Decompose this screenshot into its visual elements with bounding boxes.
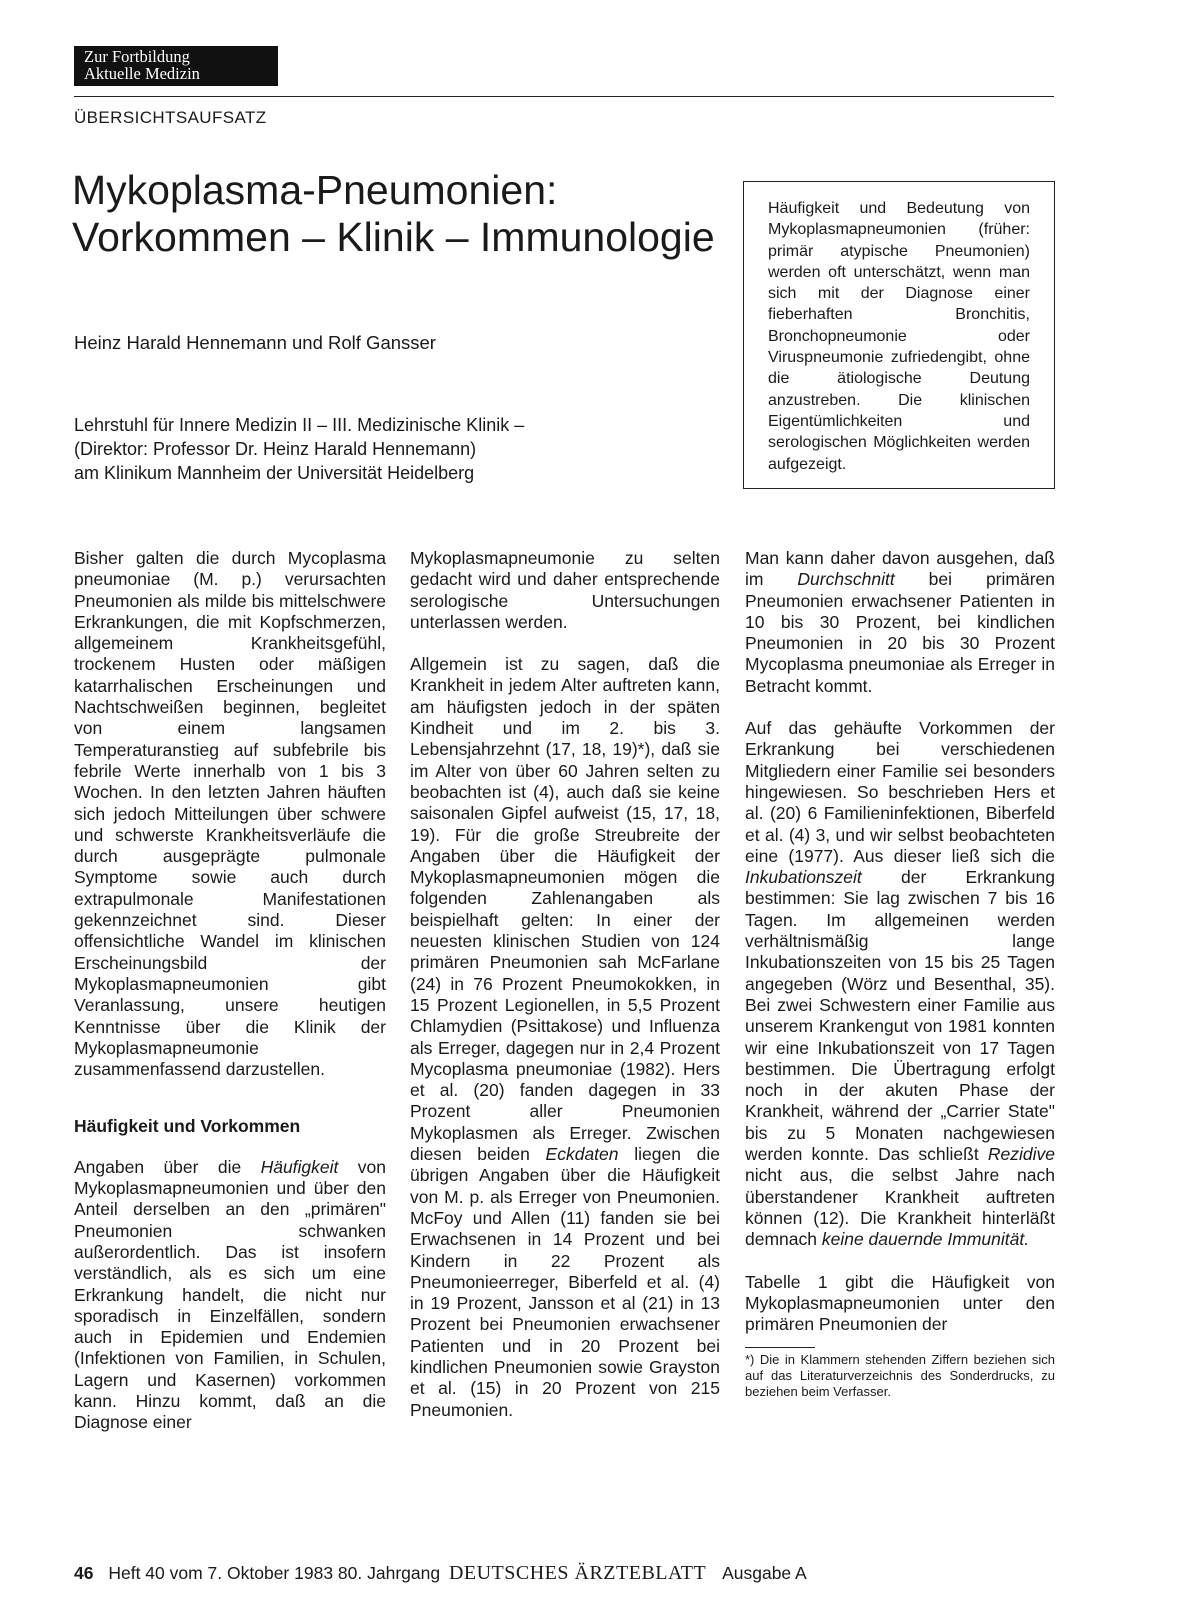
emphasis-durchschnitt: Durchschnitt bbox=[797, 569, 895, 590]
article-title bbox=[72, 167, 752, 261]
abstract-box bbox=[743, 181, 1055, 489]
footnote-rule bbox=[745, 1347, 815, 1348]
intro-paragraph: Bisher galten die durch Mycoplasma pneumoniae (M. p.) verursachten Pneumonien als milde bis mittelschwere Erkrankungen, die mit Kopfschmerzen, allgemeinem Krankheitsgefühl, trockenem Husten oder mäßigen katarrhalischen Erscheinungen und Nachtschweißen beginnen, begleitet von einem langsamen Temperaturanstieg auf subfebrile bis febrile Werte innerhalb von 1 bis 3 Wochen. In den letzten Jahren häuften sich jedoch Mitteilungen über schwere und schwerste Krankheitsverläufe die durch ausgeprägte pulmonale Symptome sowie auch durch extrapulmonale Manifestationen gekennzeichnet sind. Dieser offensichtliche Wandel im klinischen Erscheinungsbild der Mykoplasmapneumonien gibt Veranlassung, unsere heutigen Kenntnisse über die Klinik der Mykoplasmapneumonie zusammenfassend darzustellen. bbox=[74, 548, 386, 1080]
column2-paragraph1: Mykoplasmapneumonie zu selten gedacht wird und daher entsprechende serologische Untersuchungen unterlassen werden. bbox=[410, 548, 720, 632]
text-run: der Erkrankung bestimmen: Sie lag zwischen 7 bis 16 Tagen. Im allgemeinen werden verhältnismäßig lange Inkubationszeiten von 15 bis 25 Tagen angegeben (Wörz und Besenthal, 35). Bei zwei Schwestern einer Familie aus unserem Krankengut von 1981 konnten wir eine Inkubationszeit von 17 Tagen bestimmen. Die Übertragung erfolgt noch in der akuten Phase der Krankheit, während der „Carrier State" bis zu 5 Monaten nachgewiesen werden konnte. Das schließt bbox=[745, 867, 1055, 1165]
text-run: von Mykoplasmapneumonien und über den Anteil derselben an den „primären" Pneumonien schwanken außerordentlich. Das ist insofern verständlich, als es sich um eine Erkrankung handelt, die nicht nur sporadisch in Einzelfällen, sondern auch in Epidemien und Endemien (Infektionen von Familien, in Schulen, Lagern und Kasernen) vorkommen kann. Hinzu kommt, daß an die Diagnose einer bbox=[74, 1156, 386, 1433]
text-run: bei primären Pneumonien erwachsener Patienten in 10 bis 30 Prozent, bei kindlichen Pneumonien in 20 bis 30 Prozent Mycoplasma pneumoniae als Erreger in Betracht kommt. bbox=[745, 569, 1055, 696]
page-number: 46 bbox=[74, 1563, 94, 1583]
authors: Heinz Harald Hennemann und Rolf Gansser bbox=[74, 332, 436, 353]
affiliation bbox=[74, 413, 524, 485]
column3-paragraph3: Tabelle 1 gibt die Häufigkeit von Mykoplasmapneumonien unter den primären Pneumonien der bbox=[745, 1271, 1055, 1335]
issue-info: Heft 40 vom 7. Oktober 1983 80. Jahrgang bbox=[108, 1563, 441, 1583]
column2-paragraph2 bbox=[410, 654, 720, 1421]
section-tag-line1: Zur Fortbildung bbox=[84, 47, 190, 66]
top-rule bbox=[74, 96, 1054, 97]
text-run: Allgemein ist zu sagen, daß die Krankheit in jedem Alter auftreten kann, am häufigsten jedoch in der späten Kindheit und im 2. bis 3. Lebensjahrzehnt (17, 18, 19)*), daß sie im Alter von über 60 Jahren selten zu beobachten ist (4), auch daß sie keine saisonalen Gipfel aufweist (15, 17, 18, 19). Für die große Streubreite der Angaben über die Häufigkeit der Mykoplasmapneumonien mögen die folgenden Zahlenangaben als beispielhaft gelten: In einer der neuesten klinischen Studien von 124 primären Pneumonien sah McFarlane (24) in 76 Prozent Pneumokokken, in 15 Prozent Legionellen, in 5,5 Prozent Chlamydien (Psittakose) und Influenza als Erreger, dagegen nur in 2,4 Prozent Mycoplasma pneumoniae (1982). Hers et al. (20) fanden dagegen in 33 Prozent aller Pneumonien Mykoplasmen als Erreger. Zwischen diesen beiden bbox=[410, 654, 720, 1165]
article-type: ÜBERSICHTSAUFSATZ bbox=[74, 108, 267, 127]
column3-paragraph2 bbox=[745, 718, 1055, 1250]
affiliation-line1: Lehrstuhl für Innere Medizin II – III. Medizinische Klinik – bbox=[74, 415, 525, 435]
abstract-text: Häufigkeit und Bedeutung von Mykoplasmapneumonien (früher: primär atypische Pneumonien) werden oft unterschätzt, wenn man sich mit der Diagnose einer fieberhaften Bronchitis, Bronchopneumonie oder Viruspneumonie zufriedengibt, ohne die ätiologische Deutung anzustreben. Die klinischen Eigentümlichkeiten und serologischen Möglichkeiten werden aufgezeigt. bbox=[768, 200, 1030, 473]
footnote: *) Die in Klammern stehenden Ziffern beziehen sich auf das Literaturverzeichnis des Sonderdrucks, zu beziehen beim Verfasser. bbox=[745, 1352, 1055, 1400]
column-2 bbox=[410, 548, 720, 1442]
title-line1: Mykoplasma-Pneumonien: bbox=[72, 167, 558, 213]
section-tag bbox=[74, 46, 278, 86]
text-run: Angaben über die bbox=[74, 1156, 261, 1177]
title-line2: Vorkommen – Klinik – Immunologie bbox=[72, 214, 715, 260]
section-tag-line2: Aktuelle Medizin bbox=[84, 64, 200, 83]
text-run: liegen die übrigen Angaben über die Häufigkeit von M. p. als Erreger von Pneumonien. McFoy und Allen (11) fanden sie bei Erwachsenen in 14 Prozent und bei Kindern in 22 Prozent als Pneumonieerreger, Biberfeld et al. (4) in 19 Prozent, Jansson et al (21) in 13 Prozent bei Pneumonien erwachsener Patienten und in 20 Prozent bei kindlichen Pneumonien sowie Grayston et al. (15) in 20 Prozent von 215 Pneumonien. bbox=[410, 1144, 720, 1420]
column-1 bbox=[74, 548, 386, 1455]
emphasis-inkubationszeit: Inkubationszeit bbox=[745, 867, 862, 888]
edition: Ausgabe A bbox=[722, 1563, 807, 1583]
affiliation-line3: am Klinikum Mannheim der Universität Heidelberg bbox=[74, 463, 475, 483]
text-run: nicht aus, die selbst Jahre nach überstandener Krankheit auftreten können (12). Die Krankheit hinterläßt demnach bbox=[745, 1165, 1055, 1250]
affiliation-line2: (Direktor: Professor Dr. Heinz Harald Hennemann) bbox=[74, 439, 477, 459]
column3-paragraph1 bbox=[745, 548, 1055, 697]
text-run: Man kann daher davon ausgehen, daß im bbox=[745, 548, 1055, 590]
emphasis-rezidive: Rezidive bbox=[987, 1144, 1055, 1165]
page-footer bbox=[74, 1562, 807, 1585]
emphasis-eckdaten: Eckdaten bbox=[545, 1144, 619, 1165]
emphasis-immunitaet: keine dauernde Immunität. bbox=[821, 1229, 1030, 1250]
column-3 bbox=[745, 548, 1055, 1421]
frequency-paragraph bbox=[74, 1157, 386, 1434]
emphasis-haeufigkeit: Häufigkeit bbox=[260, 1156, 339, 1177]
journal-name: DEUTSCHES ÄRZTEBLATT bbox=[448, 1562, 707, 1584]
section-heading-frequency: Häufigkeit und Vorkommen bbox=[74, 1116, 301, 1137]
text-run: Auf das gehäufte Vorkommen der Erkrankung bei verschiedenen Mitgliedern einer Familie sei besonders hingewiesen. So beschrieben Hers et al. (20) 6 Familieninfektionen, Biberfeld et al. (4) 3, und wir selbst beobachteten eine (1977). Aus dieser ließ sich die bbox=[745, 718, 1055, 866]
